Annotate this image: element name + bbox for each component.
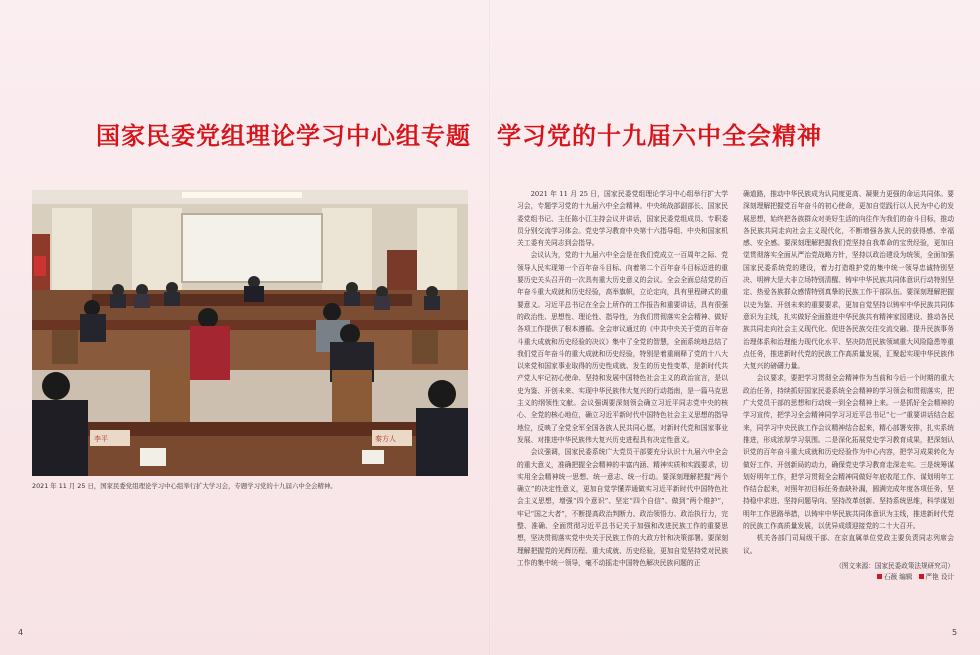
paragraph: 机关各部门司局级干部、在京直属单位党政主要负责同志列席会议。: [743, 534, 954, 555]
paragraph: 会议强调，国家民委系统广大党员干部要充分认识十九届六中全会的重大意义，准确把握全会精神的丰富内涵、精神实质和实践要求，切实用全会精神统一思想、统一意志、统一行动。要深刻理解把握“两个确立”的决定性意义，更加自觉学懂弄通做实习近平新时代中国特色社会主义思想，增强“四个意识”、坚定“四个自信”、做到“两个维护”，牢记“国之大者”，不断提高政治判断力、政治领悟力、政治执行力，完整、准确、全面贯彻习近平总书记关于加强和改进民族工作的重要思想，坚决贯彻落实党中央关于民族工作的大政方针和决策部署。要深刻理解把握党的光辉历程、重大成就、历史经验，更加自觉坚持党对民族工作的集中统一领导，毫不动摇走中国特色解决民族问题的正: [517, 448, 728, 567]
source-credit: （图文来源：国家民委政策法规研究司）: [835, 561, 954, 570]
page-number-left: 4: [18, 628, 24, 637]
editor-name: 石薇: [883, 572, 898, 581]
paragraph: 确道路，推动中华民族成为认同度更高、凝聚力更强的命运共同体。要深刻理解把握党百年奋斗的初心使命，更加自觉践行以人民为中心的发展思想，始终把各族群众对美好生活的向往作为我们的奋斗目标，推动各民族共同走向社会主义现代化，不断增强各族人民的获得感、幸福感、安全感。要深刻理解把握我们党坚持自我革命的宝贵经验，更加自觉贯彻落实全面从严治党战略方针，坚持以政治建设为统领，全面加强国家民委系统党的建设，着力打造维护党的集中统一领导忠诚特别坚决、明辨大是大非立场特别清醒、铸牢中华民族共同体意识行动特别坚定、热爱各族群众感情特别真挚的民族工作干部队伍。要深刻理解把握以史为鉴、开创未来的重要要求，更加自觉坚持以铸牢中华民族共同体意识为主线，扎实做好全面推进中华民族共有精神家园建设、推动各民族共同走向社会主义现代化、促进各民族交往交流交融、提升民族事务治理体系和治理能力现代化水平、坚决防范民族领域重大风险隐患等重点任务，推进新时代党的民族工作高质量发展，汇聚起实现中华民族伟大复兴的磅礴力量。: [743, 190, 954, 371]
paragraph: 会议认为，党的十九届六中全会是在我们党成立一百周年之际、党领导人民实现第一个百年奋斗目标、向着第二个百年奋斗目标迈进的重要历史关头召开的一次具有重大历史意义的会议。全会全面总结党的百年奋斗重大成就和历史经验，高举旗帜，立论定向，具有里程碑式的重要意义。习近平总书记在全会上所作的工作报告和重要讲话，具有很强的政治性、思想性、理论性、指导性，为我们贯彻落实全会精神、做好各项工作提供了根本遵循。全会审议通过的《中共中央关于党的百年奋斗重大成就和历史经验的决议》集中了全党的智慧，全面系统地总结了我们党百年奋斗的重大成就和历史经验，特别是着重阐释了党的十八大以来党和国家事业取得的历史性成就、发生的历史性变革，是新时代共产党人牢记初心使命、坚持和发展中国特色社会主义的政治宣言，是以史为鉴、开创未来、实现中华民族伟大复兴的行动指南，是一篇马克思主义的纲领性文献。会议强调要深刻领会确立习近平同志党中央的核心、全党的核心地位，确立习近平新时代中国特色社会主义思想的指导地位，反映了全党全军全国各族人民共同心愿，对新时代党和国家事业发展、对推进中华民族伟大复兴历史进程具有决定性意义。: [517, 251, 728, 444]
red-square-icon: [877, 574, 882, 579]
photo-caption: 2021 年 11 月 25 日，国家民委党组理论学习中心组举行扩大学习会，专题学习党的十九届六中全会精神。: [32, 482, 337, 490]
article-column-2: [743, 188, 954, 583]
page-number-right: 5: [952, 628, 958, 637]
page-title: [96, 120, 896, 152]
title-part-2: 学习党的十九届六中全会精神: [497, 122, 822, 151]
designer-name: 严艳: [925, 572, 939, 581]
nameplate-text-1: 李平: [94, 435, 108, 443]
paragraph: 2021 年 11 月 25 日，国家民委党组理论学习中心组举行扩大学习会，专题学习党的十九届六中全会精神。中央统战部副部长、国家民委党组书记、主任陈小江主持会议并讲话，国家民委党组成员、专职委员分别交流学习体会。党史学习教育中央第十六指导组、中央和国家机关工委有关同志到会指导。: [517, 190, 728, 248]
title-part-1: 国家民委党组理论学习中心组专题: [96, 122, 471, 151]
paragraph: 会议要求，要把学习贯彻全会精神作为当前和今后一个时期的重大政治任务，持续抓好国家民委系统全会精神的学习领会和贯彻落实，把广大党员干部的思想和行动统一到全会精神上来。一是抓好全会精神的学习宣传，把学习全会精神同学习习近平总书记“七一”重要讲话结合起来，同学习中央民族工作会议精神结合起来，精心部署安排，扎实系统推进，形成浓厚学习氛围。二是深化拓展党史学习教育成果，把深刻认识党的百年奋斗重大成就和历史经验作为中心内容，把学习成果转化为做好工作、开创新局的动力，确保党史学习教育走深走实。三是统筹谋划好明年工作，把学习贯彻全会精神同做好年底收尾工作、谋划明年工作结合起来，对照年初目标任务查缺补漏，圆满完成年度各项任务，坚持稳中求进、坚持问题导向、坚持改革创新、坚持系统思维，科学谋划明年工作思路举措，以铸牢中华民族共同体意识为主线，推进新时代党的民族工作高质量发展，以优异成绩迎接党的二十大召开。: [743, 374, 954, 531]
article-column-1: [517, 188, 728, 570]
red-square-icon: [919, 574, 924, 579]
designer-role: 设计: [940, 572, 954, 581]
staff-credit: [743, 572, 954, 583]
meeting-photo: [32, 190, 468, 476]
nameplate-text-2: 秦方人: [375, 435, 396, 443]
page-gutter: [489, 0, 491, 655]
editor-role: 编辑: [899, 572, 913, 581]
